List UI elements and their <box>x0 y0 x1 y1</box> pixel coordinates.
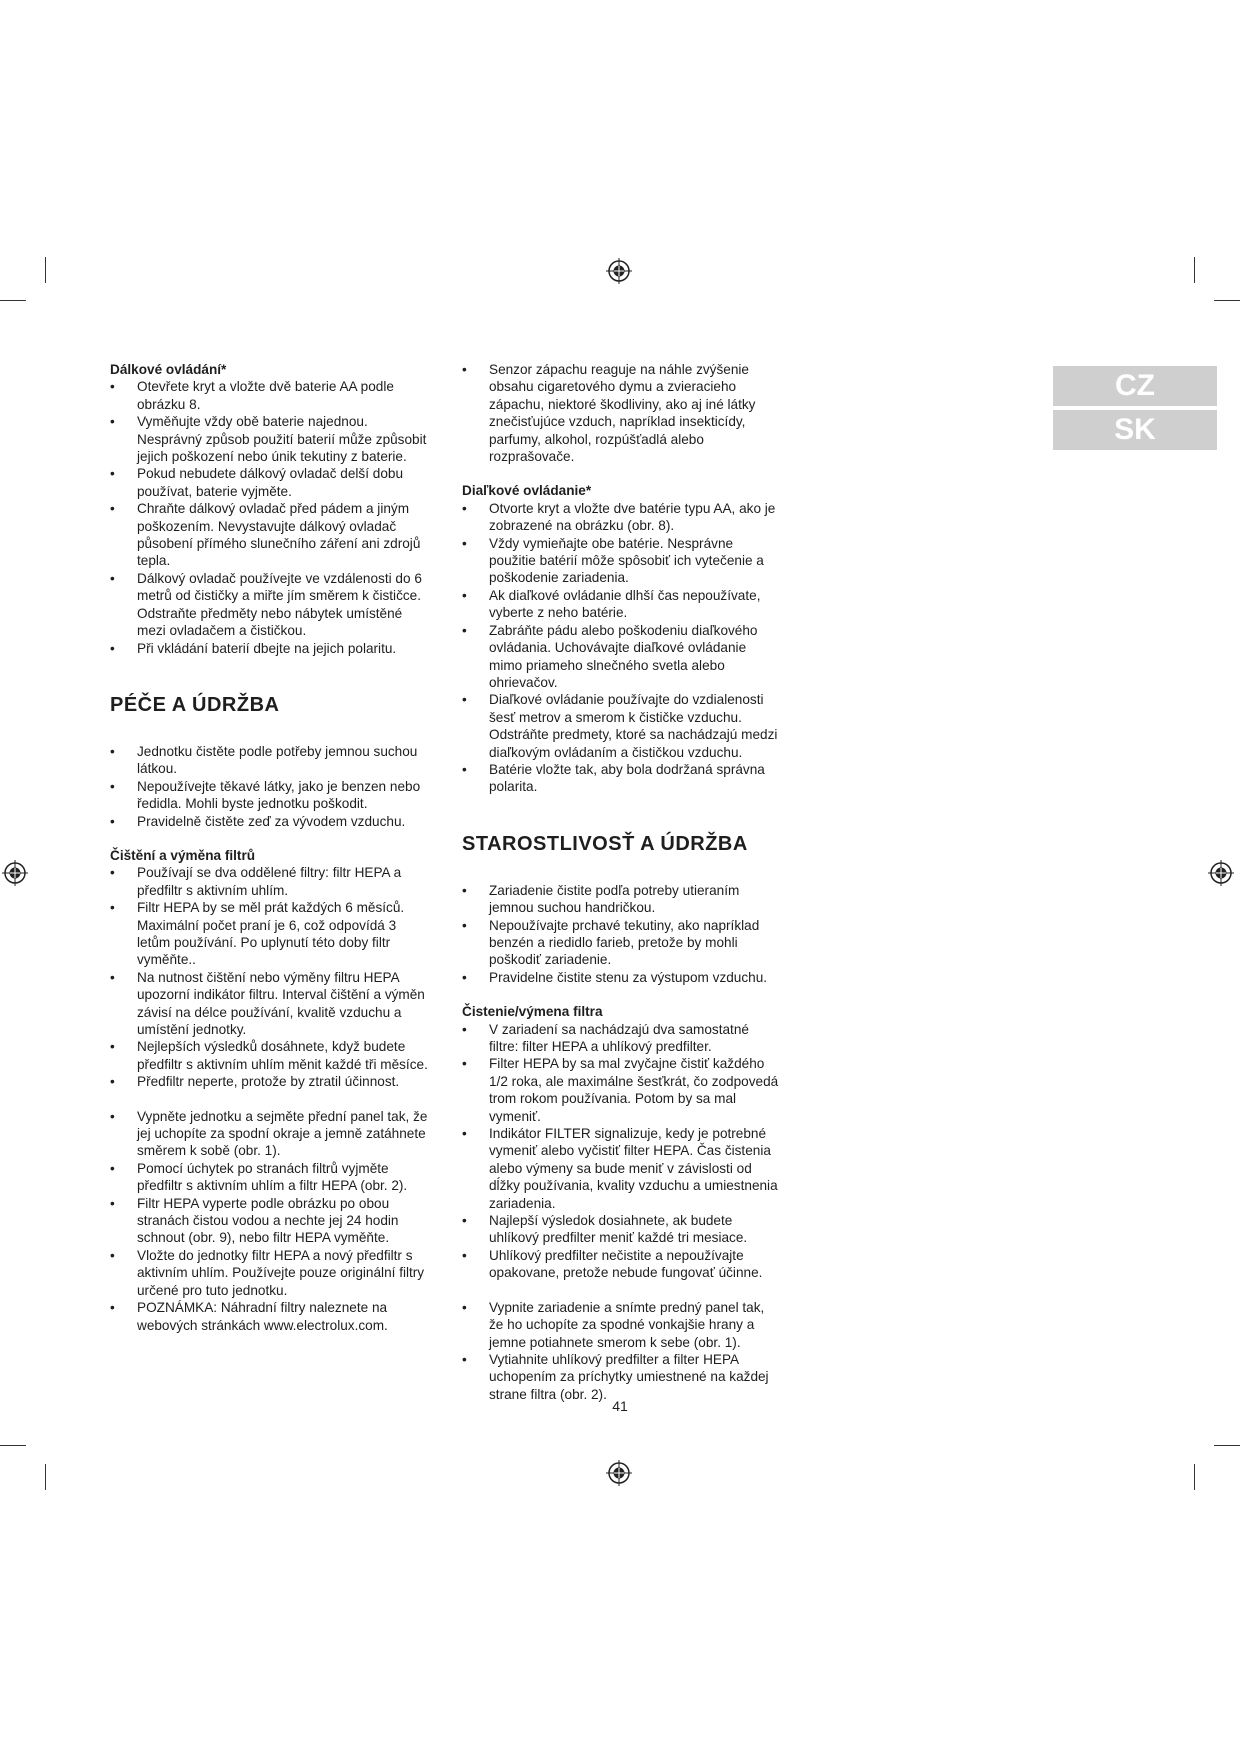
filter-heading: Čištění a výměna filtrů <box>110 847 256 863</box>
list-item: • Předfiltr neperte, protože by ztratil účinnost. <box>110 1073 430 1090</box>
list-item: • Filtr HEPA vyperte podle obrázku po obou stranách čistou vodou a nechte jej 24 hodin schnout (obr. 9), nebo filtr HEPA vyměňte. <box>110 1195 430 1247</box>
list-item: • Filtr HEPA by se měl prát každých 6 měsíců. Maximální počet praní je 6, což odpovídá 3 letům používání. Po uplynutí této doby filtr vyměňte.. <box>110 899 430 969</box>
list-item: • Indikátor FILTER signalizuje, kedy je potrebné vymeniť alebo vyčistiť filter HEPA. Čas čistenia alebo výmeny sa bude meniť v závislosti od dĺžky používania, kvality vzduchu a umiestnenia zariadenia. <box>462 1125 782 1212</box>
list-item: • POZNÁMKA: Náhradní filtry naleznete na webových stránkách www.electrolux.com. <box>110 1299 430 1334</box>
list-item: • Vždy vymieňajte obe batérie. Nesprávne použitie batérií môže spôsobiť ich vytečenie a poškodenie zariadenia. <box>462 535 782 587</box>
page-number: 41 <box>612 1398 628 1414</box>
filter-steps-list <box>462 1299 782 1403</box>
list-item: • Ak diaľkové ovládanie dlhší čas nepoužívate, vyberte z neho batérie. <box>462 587 782 622</box>
list-item: • Otvorte kryt a vložte dve batérie typu AA, ako je zobrazené na obrázku (obr. 8). <box>462 500 782 535</box>
list-item: • Chraňte dálkový ovladač před pádem a jiným poškozením. Nevystavujte dálkový ovladač působení přímého slunečního záření ani zdrojů tepla. <box>110 500 430 570</box>
list-item: • Vypnite zariadenie a snímte predný panel tak, že ho uchopíte za spodné vonkajšie hrany a jemne potiahnete smerom k sebe (obr. 1). <box>462 1299 782 1351</box>
list-item: • V zariadení sa nachádzajú dva samostatné filtre: filter HEPA a uhlíkový predfilter. <box>462 1021 782 1056</box>
care-list <box>110 743 430 830</box>
list-item: • Uhlíkový predfilter nečistite a nepoužívajte opakovane, pretože nebude fungovať účinne. <box>462 1247 782 1282</box>
list-item: • Zabráňte pádu alebo poškodeniu diaľkového ovládania. Uchovávajte diaľkové ovládanie mimo priameho slnečného svetla alebo ohrievačov. <box>462 622 782 692</box>
crop-mark <box>0 1445 26 1446</box>
list-item: • Nepoužívajte prchavé tekutiny, ako napríklad benzén a riedidlo farieb, pretože by mohli poškodiť zariadenie. <box>462 917 782 969</box>
list-item: • Pravidelne čistite stenu za výstupom vzduchu. <box>462 969 782 986</box>
list-item: • Batérie vložte tak, aby bola dodržaná správna polarita. <box>462 761 782 796</box>
crop-mark <box>45 257 46 283</box>
filter-list <box>462 1021 782 1282</box>
language-tab-sk: SK <box>1053 410 1217 450</box>
list-item: • Jednotku čistěte podle potřeby jemnou suchou látkou. <box>110 743 430 778</box>
column-slovak <box>462 361 782 1403</box>
list-item: • Pravidelně čistěte zeď za vývodem vzduchu. <box>110 813 430 830</box>
crop-mark <box>1194 257 1195 283</box>
list-item: • Filter HEPA by sa mal zvyčajne čistiť každého 1/2 roka, ale maximálne šesťkrát, čo zodpovedá trom rokom používania. Potom by sa mal vymeniť. <box>462 1055 782 1125</box>
remote-control-list <box>462 500 782 796</box>
registration-mark-icon <box>606 1460 632 1486</box>
registration-mark-icon <box>606 258 632 284</box>
list-item: • Vypněte jednotku a sejměte přední panel tak, že jej uchopíte za spodní okraje a jemně zatáhnete směrem k sobě (obr. 1). <box>110 1108 430 1160</box>
filter-heading: Čistenie/výmena filtra <box>462 1004 603 1020</box>
list-item: • Nejlepších výsledků dosáhnete, když budete předfiltr s aktivním uhlím měnit každé tři měsíce. <box>110 1038 430 1073</box>
remote-control-list <box>110 378 430 657</box>
care-list <box>462 882 782 986</box>
crop-mark <box>45 1464 46 1490</box>
crop-mark <box>1194 1464 1195 1490</box>
sensor-list <box>462 361 782 465</box>
filter-steps-list <box>110 1108 430 1334</box>
remote-control-heading: Diaľkové ovládanie* <box>462 483 592 499</box>
crop-mark <box>1214 1445 1240 1446</box>
list-item: • Na nutnost čištění nebo výměny filtru HEPA upozorní indikátor filtru. Interval čištění a výměn závisí na délce používání, kvalitě vzduchu a umístění jednotky. <box>110 969 430 1039</box>
list-item: • Zariadenie čistite podľa potreby utieraním jemnou suchou handričkou. <box>462 882 782 917</box>
language-tab-cz: CZ <box>1053 366 1217 406</box>
registration-mark-icon <box>1208 860 1234 886</box>
registration-mark-icon <box>2 860 28 886</box>
list-item: • Dálkový ovladač používejte ve vzdálenosti do 6 metrů od čističky a miřte jím směrem k čističce. Odstraňte předměty nebo nábytek umístěné mezi ovladačem a čističkou. <box>110 570 430 640</box>
list-item: • Používají se dva oddělené filtry: filtr HEPA a předfiltr s aktivním uhlím. <box>110 864 430 899</box>
list-item: • Senzor zápachu reaguje na náhle zvýšenie obsahu cigaretového dymu a zvieracieho zápachu, niektoré škodliviny, ako aj iné látky znečisťujúce vzduch, napríklad insekticídy, parfumy, alkohol, rozpúšťadlá alebo rozprašovače. <box>462 361 782 465</box>
section-heading-care: STAROSTLIVOSŤ A ÚDRŽBA <box>462 832 748 855</box>
crop-mark <box>0 300 26 301</box>
list-item: • Při vkládání baterií dbejte na jejich polaritu. <box>110 640 430 657</box>
filter-list <box>110 864 430 1090</box>
section-heading-care: PÉČE A ÚDRŽBA <box>110 693 280 716</box>
list-item: • Nepoužívejte těkavé látky, jako je benzen nebo ředidla. Mohli byste jednotku poškodit. <box>110 778 430 813</box>
list-item: • Najlepší výsledok dosiahnete, ak budete uhlíkový predfilter meniť každé tri mesiace. <box>462 1212 782 1247</box>
list-item: • Pokud nebudete dálkový ovladač delší dobu používat, baterie vyjměte. <box>110 465 430 500</box>
list-item: • Diaľkové ovládanie používajte do vzdialenosti šesť metrov a smerom k čističke vzduchu. Odstráňte predmety, ktoré sa nachádzajú medzi diaľkovým ovládaním a čističkou vzduchu. <box>462 691 782 761</box>
list-item: • Pomocí úchytek po stranách filtrů vyjměte předfiltr s aktivním uhlím a filtr HEPA (obr. 2). <box>110 1160 430 1195</box>
list-item: • Vložte do jednotky filtr HEPA a nový předfiltr s aktivním uhlím. Používejte pouze originální filtry určené pro tuto jednotku. <box>110 1247 430 1299</box>
remote-control-heading: Dálkové ovládání* <box>110 362 227 377</box>
crop-mark <box>1214 300 1240 301</box>
list-item: • Vyměňujte vždy obě baterie najednou. Nesprávný způsob použití baterií může způsobit jejich poškození nebo únik tekutiny z baterie. <box>110 413 430 465</box>
list-item: • Vytiahnite uhlíkový predfilter a filter HEPA uchopením za príchytky umiestnené na každej strane filtra (obr. 2). <box>462 1351 782 1403</box>
list-item: • Otevřete kryt a vložte dvě baterie AA podle obrázku 8. <box>110 378 430 413</box>
column-czech <box>110 361 430 1334</box>
